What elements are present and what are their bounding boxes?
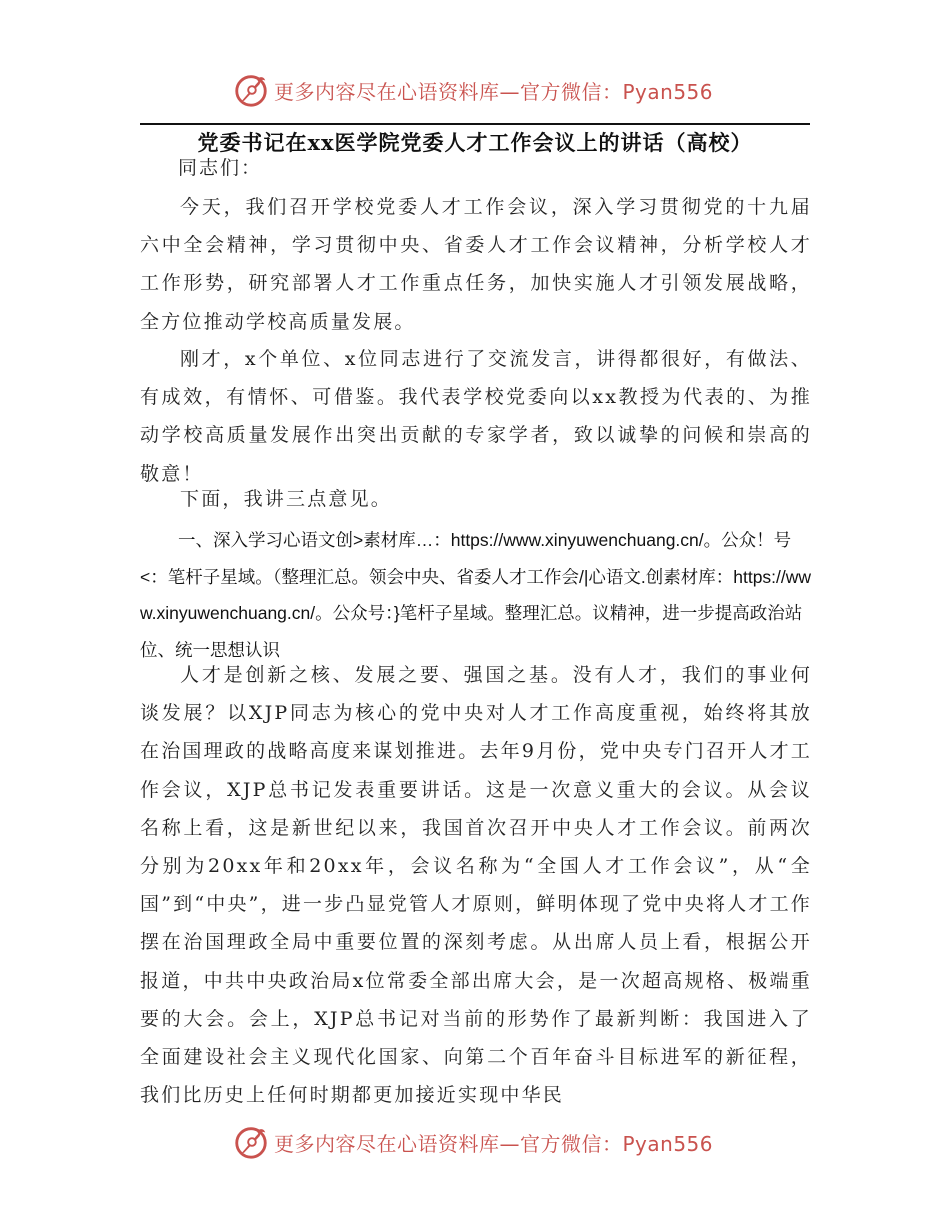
footer-banner-text xyxy=(274,1128,713,1157)
section-heading-1: 一、深入学习心语文创>素材库…：https://www.xinyuwenchuang.cn/。公众！号<：笔杆子星域。（整理汇总。领会中央、省委人才工作会/|心语文.创素材库：https://www.xinyuwenchuang.cn/。公众号：}笔杆子星域。整理汇总。议精神，进一步提高政治站位、统一思想认识 xyxy=(140,530,812,660)
banner-content xyxy=(232,70,713,110)
paragraph-2: 刚才，x个单位、x位同志进行了交流发言，讲得都很好，有做法、有成效，有情怀、可借鉴。我代表学校党委向以xx教授为代表的、为推动学校高质量发展作出突出贡献的专家学者，致以诚挚的问候和崇高的敬意！ xyxy=(140,348,812,485)
quill-pen-logo-icon xyxy=(232,1123,270,1161)
page-title: 党委书记在xx医学院党委人才工作会议上的讲话（高校） xyxy=(197,130,753,155)
wechat-id: Pyan556 xyxy=(622,79,714,104)
footer-wechat-id: Pyan556 xyxy=(622,1131,714,1156)
body-paragraph: 人才是创新之核、发展之要、强国之基。没有人才，我们的事业何谈发展？以XJP同志为核心的党中央对人才工作高度重视，始终将其放在治国理政的战略高度来谋划推进。去年9月份，党中央专门召开人才工作会议，XJP总书记发表重要讲话。这是一次意义重大的会议。从会议名称上看，这是新世纪以来，我国首次召开中央人才工作会议。前两次分别为20xx年和20xx年，会议名称为“全国人才工作会议”，从“全国”到“中央”，进一步凸显党管人才原则，鲜明体现了党中央将人才工作摆在治国理政全局中重要位置的深刻考虑。从出席人员上看，根据公开报道，中共中央政治局x位常委全部出席大会，是一次超高规格、极端重要的大会。会上，XJP总书记对当前的形势作了最新判断：我国进入了全面建设社会主义现代化国家、向第二个百年奋斗目标进军的新征程，我们比历史上任何时期都更加接近实现中华民 xyxy=(140,664,812,1107)
paragraph-3: 下面，我讲三点意见。 xyxy=(180,488,393,510)
header-banner xyxy=(0,70,950,110)
header-rule xyxy=(140,123,810,125)
paragraph-1: 今天，我们召开学校党委人才工作会议，深入学习贯彻党的十九届六中全会精神，学习贯彻中央、省委人才工作会议精神，分析学校人才工作形势，研究部署人才工作重点任务，加快实施人才引领发展战略，全方位推动学校高质量发展。 xyxy=(140,196,812,333)
banner-slogan: 更多内容尽在心语资料库—官方微信： xyxy=(274,79,623,104)
banner-text xyxy=(274,76,713,105)
quill-pen-logo-icon xyxy=(232,71,270,109)
footer-banner-slogan: 更多内容尽在心语资料库—官方微信： xyxy=(274,1131,623,1156)
footer-banner-content xyxy=(232,1122,713,1162)
footer-banner xyxy=(0,1122,950,1162)
salutation: 同志们： xyxy=(178,157,263,179)
